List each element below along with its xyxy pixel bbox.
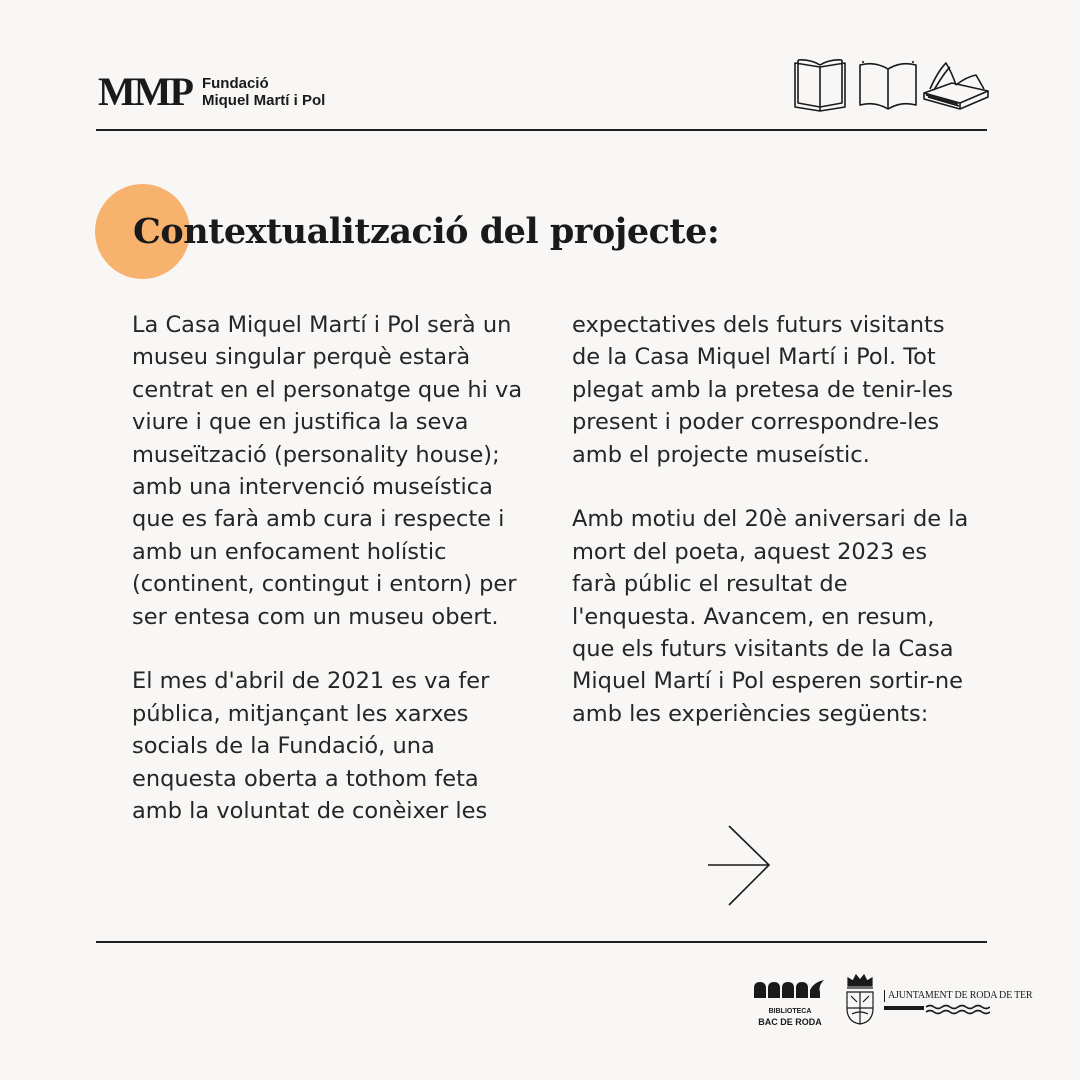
logo-mark: MMP	[98, 69, 192, 114]
biblioteca-line-2: BAC DE RODA	[758, 1017, 822, 1027]
right-column	[572, 309, 972, 763]
right-paragraph-2: Amb motiu del 20è aniversari de la mort del poeta, aquest 2023 es farà públic el resultat de l'enquesta. Avancem, en resum, que els futurs visitants de la Casa Miquel Martí i Pol esperen sortir-ne amb les experiències següents:	[572, 506, 969, 727]
biblioteca-arches-icon	[752, 978, 828, 1000]
open-book-icon	[795, 60, 845, 111]
fanned-book-icon	[924, 63, 988, 109]
open-book-icon-2	[860, 61, 916, 109]
left-column	[132, 309, 532, 860]
municipal-crest-icon	[842, 972, 878, 1026]
left-paragraph-2: El mes d'abril de 2021 es va fer pública, mitjançant les xarxes socials de la Fundació, una enquesta oberta a tothom feta amb la voluntat de conèixer les	[132, 668, 490, 825]
logo-text	[202, 75, 325, 109]
bottom-divider	[96, 941, 987, 943]
ajuntament-name: AJUNTAMENT DE RODA DE TER	[884, 990, 990, 1002]
top-divider	[96, 129, 987, 131]
ajuntament-logo	[884, 990, 1033, 1021]
biblioteca-logo	[752, 978, 828, 1028]
three-books-icon	[790, 55, 990, 115]
left-paragraph-1: La Casa Miquel Martí i Pol serà un museu singular perquè estarà centrat en el personatge que hi va viure i que en justifica la seva museïtzació (personality house); amb una intervenció museística que es farà amb cura i respecte i amb un enfocament holístic (continent, contingut i entorn) per ser entesa com un museu obert.	[132, 312, 523, 630]
ajuntament-waves-icon	[884, 1003, 990, 1017]
page-title: Contextualització del projecte:	[133, 211, 720, 252]
logo-line-1: Fundació	[201, 75, 269, 92]
next-arrow-icon[interactable]	[705, 824, 775, 908]
fundacio-logo	[98, 69, 326, 114]
logo-line-2: Miquel Martí i Pol	[201, 92, 326, 109]
biblioteca-line-1: BIBLIOTECA	[768, 1008, 812, 1015]
right-paragraph-1: expectatives dels futurs visitants de la Casa Miquel Martí i Pol. Tot plegat amb la pretesa de tenir-les present i poder correspondre-les amb el projecte museístic.	[572, 312, 954, 468]
